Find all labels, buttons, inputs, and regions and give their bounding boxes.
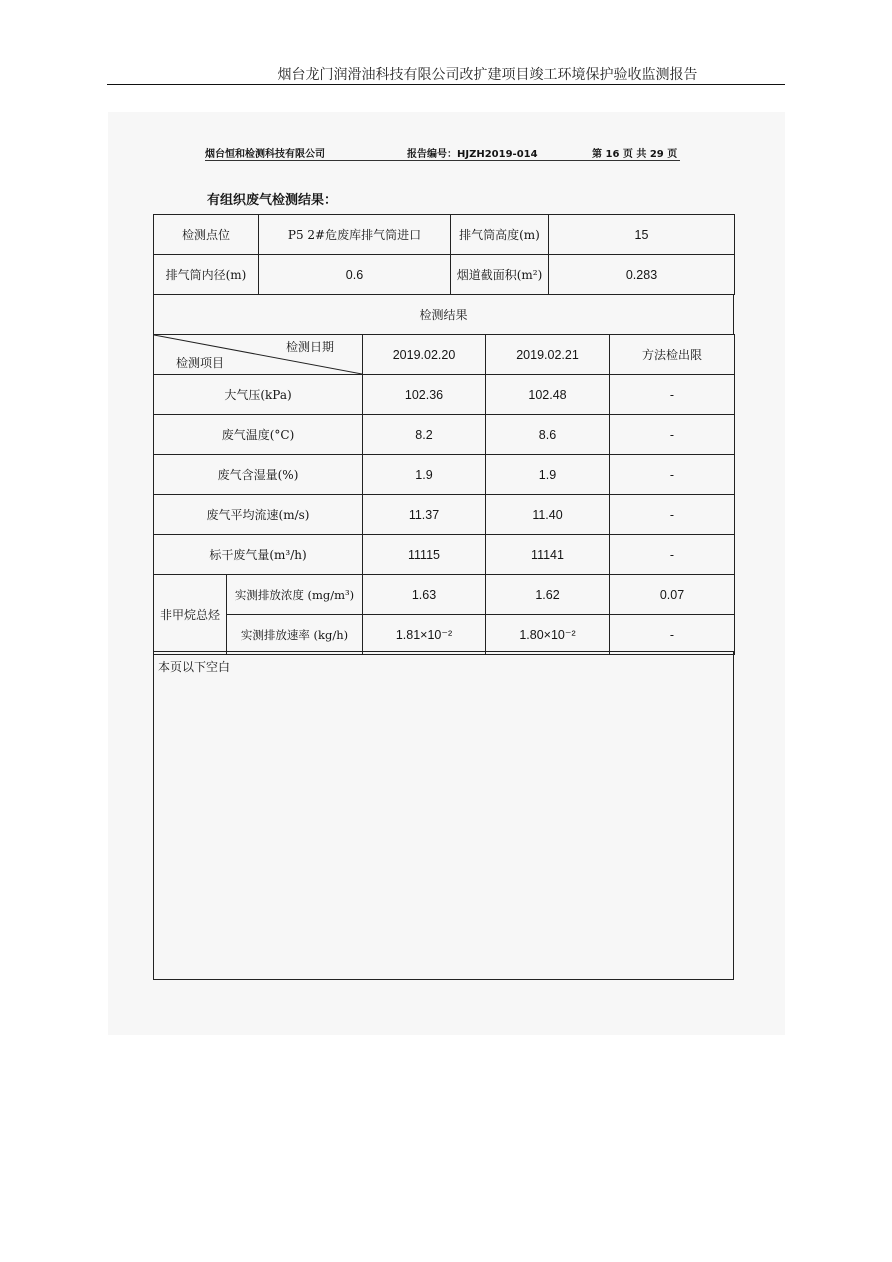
section-title: 有组织废气检测结果： xyxy=(207,193,338,208)
cell-value: 0.07 xyxy=(610,575,735,615)
measurement-table xyxy=(153,334,735,655)
row-label: 废气温度(°C) xyxy=(154,415,363,455)
report-header-rule xyxy=(205,160,680,161)
height-value: 15 xyxy=(549,215,735,255)
diagonal-header-cell xyxy=(154,335,363,375)
cell-value: 8.2 xyxy=(363,415,486,455)
cell-value: 102.48 xyxy=(486,375,610,415)
cell-value: - xyxy=(610,535,735,575)
report-number: 报告编号：HJZH2019-014 xyxy=(407,149,538,160)
header-rule xyxy=(107,84,785,85)
cell-value: 1.9 xyxy=(486,455,610,495)
results-title-table xyxy=(153,294,734,335)
table-row xyxy=(154,535,735,575)
cell-value: - xyxy=(610,495,735,535)
results-label: 检测结果 xyxy=(154,295,734,335)
table-row xyxy=(154,455,735,495)
cell-value: 8.6 xyxy=(486,415,610,455)
cell-value: 11.40 xyxy=(486,495,610,535)
point-value: P5 2#危废库排气筒进口 xyxy=(259,215,451,255)
cell-value: 1.9 xyxy=(363,455,486,495)
table-row xyxy=(154,255,735,295)
column-header: 2019.02.21 xyxy=(486,335,610,375)
item-label: 检测项目 xyxy=(176,356,225,370)
table-row xyxy=(154,215,735,255)
area-label: 烟道截面积(m²) xyxy=(451,255,549,295)
cell-value: 102.36 xyxy=(363,375,486,415)
date-label: 检测日期 xyxy=(285,340,334,354)
nmhc-label: 非甲烷总烃 xyxy=(154,575,227,655)
blank-area-box xyxy=(153,651,734,980)
page-info: 第 16 页 共 29 页 xyxy=(592,149,678,160)
table-row xyxy=(154,295,734,335)
cell-value: - xyxy=(610,375,735,415)
results-table xyxy=(153,214,734,655)
column-header: 2019.02.20 xyxy=(363,335,486,375)
area-value: 0.283 xyxy=(549,255,735,295)
diameter-label: 排气筒内径(m) xyxy=(154,255,259,295)
column-header: 方法检出限 xyxy=(610,335,735,375)
row-label: 大气压(kPa) xyxy=(154,375,363,415)
height-label: 排气筒高度(m) xyxy=(451,215,549,255)
cell-value: - xyxy=(610,415,735,455)
table-row xyxy=(154,415,735,455)
table-row xyxy=(154,375,735,415)
row-label: 实测排放速率 (kg/h) xyxy=(227,615,363,655)
diameter-value: 0.6 xyxy=(259,255,451,295)
site-info-table xyxy=(153,214,735,295)
cell-value: - xyxy=(610,455,735,495)
cell-value: 1.80×10⁻² xyxy=(486,615,610,655)
point-label: 检测点位 xyxy=(154,215,259,255)
page-header-title: 烟台龙门润滑油科技有限公司改扩建项目竣工环境保护验收监测报告 xyxy=(277,67,698,83)
cell-value: 11141 xyxy=(486,535,610,575)
row-label: 标干废气量(m³/h) xyxy=(154,535,363,575)
row-label: 废气含湿量(%) xyxy=(154,455,363,495)
cell-value: 11.37 xyxy=(363,495,486,535)
table-header-row xyxy=(154,335,735,375)
table-row xyxy=(154,495,735,535)
cell-value: 1.63 xyxy=(363,575,486,615)
table-row xyxy=(154,615,735,655)
cell-value: 11115 xyxy=(363,535,486,575)
table-row xyxy=(154,575,735,615)
blank-note: 本页以下空白 xyxy=(158,660,231,674)
cell-value: 1.62 xyxy=(486,575,610,615)
row-label: 实测排放浓度 (mg/m³) xyxy=(227,575,363,615)
cell-value: - xyxy=(610,615,735,655)
lab-company-name: 烟台恒和检测科技有限公司 xyxy=(205,149,325,160)
cell-value: 1.81×10⁻² xyxy=(363,615,486,655)
row-label: 废气平均流速(m/s) xyxy=(154,495,363,535)
